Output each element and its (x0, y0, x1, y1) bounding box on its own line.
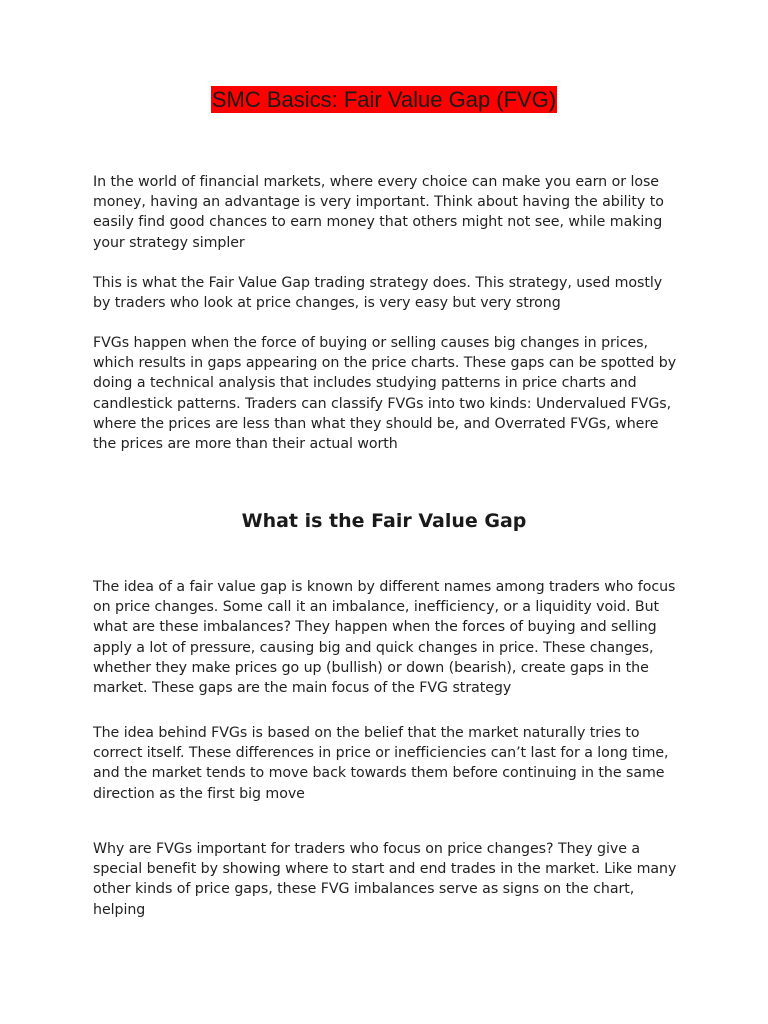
section-paragraph-1: The idea of a fair value gap is known by different names among traders who focus on price changes. Some call it an imbalance, inefficiency, or a liquidity void. But what are these imbalances? They happen when the forces of buying and selling apply a lot of pressure, causing big and quick changes in price. These changes, whether they make prices go up (bullish) or down (bearish), create gaps in the market. These gaps are the main focus of the FVG strategy (93, 579, 676, 697)
section-paragraph-3: Why are FVGs important for traders who focus on price changes? They give a special benefit by showing where to start and end trades in the market. Like many other kinds of price gaps, these FVG imbalances serve as signs on the chart, helping (93, 841, 677, 918)
section-heading: What is the Fair Value Gap (241, 510, 527, 532)
section-paragraph-2: The idea behind FVGs is based on the belief that the market naturally tries to correct itself. These differences in price or inefficiencies can’t last for a long time, and the market tends to move back towards them before continuing in the same direction as the first big move (93, 725, 669, 802)
intro-paragraph-1: In the world of financial markets, where every choice can make you earn or lose money, having an advantage is very important. Think about having the ability to easily find good chances to earn money that others might not see, while making your strategy simpler (93, 174, 664, 251)
intro-paragraph-3: FVGs happen when the force of buying or selling causes big changes in prices, which results in gaps appearing on the price charts. These gaps can be spotted by doing a technical analysis that includes studying patterns in price charts and candlestick patterns. Traders can classify FVGs into two kinds: Undervalued FVGs, where the prices are less than what they should be, and Overrated FVGs, where the prices are more than their actual worth (93, 335, 677, 453)
document-title: SMC Basics: Fair Value Gap (FVG) (211, 87, 557, 112)
title-container (0, 86, 768, 113)
intro-paragraph-2: This is what the Fair Value Gap trading strategy does. This strategy, used mostly by traders who look at price changes, is very easy but very strong (93, 275, 663, 312)
